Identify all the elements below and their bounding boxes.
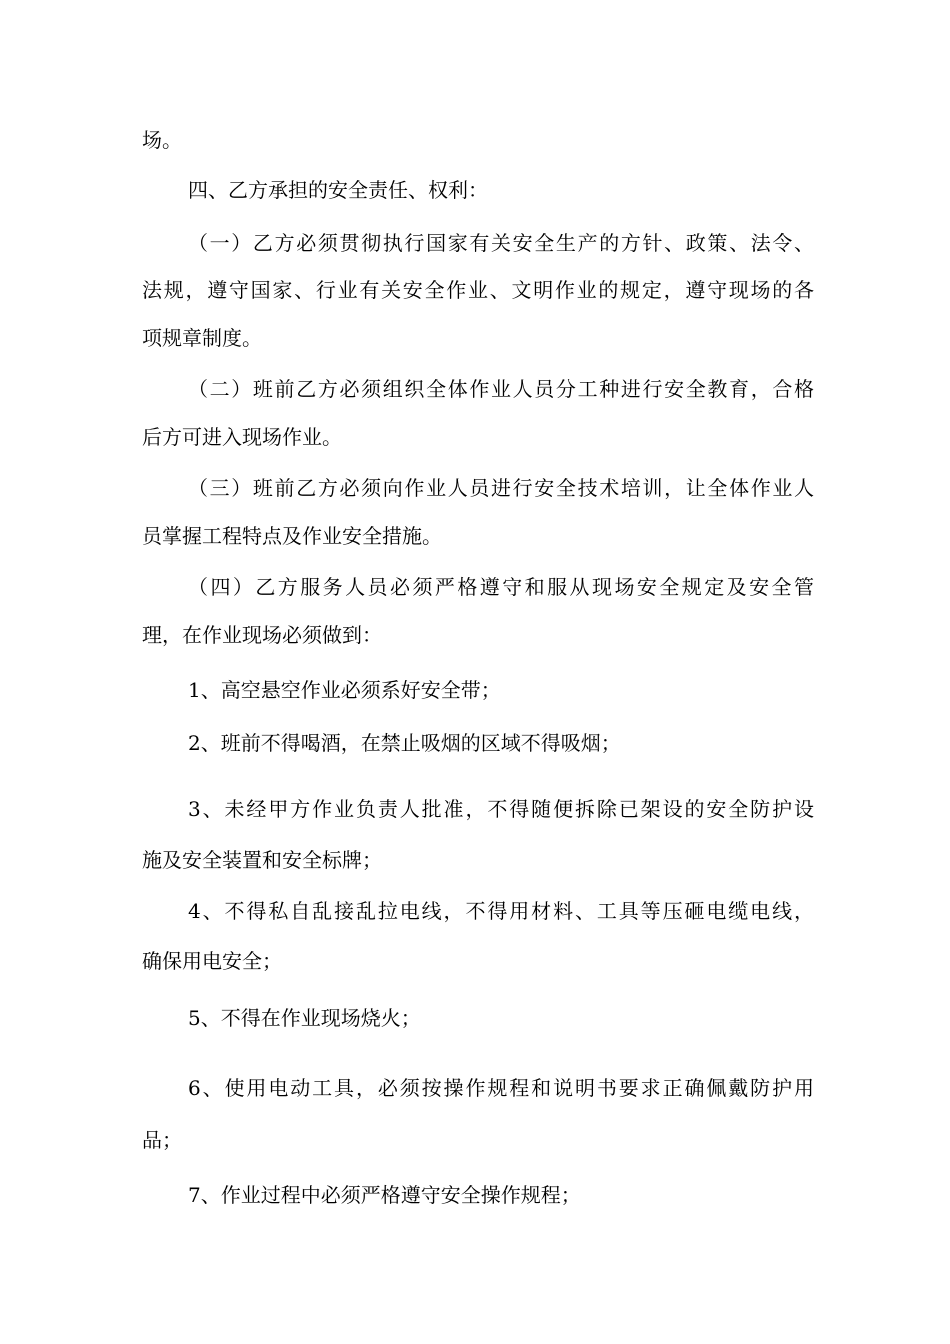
list-item-5: 5、不得在作业现场烧火；: [188, 1006, 421, 1030]
text-line-11: 理，在作业现场必须做到：: [142, 623, 382, 647]
text-line-9: 员掌握工程特点及作业安全措施。: [142, 524, 442, 548]
text-line-7: 后方可进入现场作业。: [142, 425, 342, 449]
text-line-1: 场。: [142, 128, 182, 152]
list-item-3-cont: 施及安全装置和安全标牌；: [142, 848, 382, 872]
text-line-6: （二）班前乙方必须组织全体作业人员分工种进行安全教育，合格: [188, 377, 814, 401]
text-line-3: （一）乙方必须贯彻执行国家有关安全生产的方针、政策、法令、: [188, 231, 814, 255]
list-item-7: 7、作业过程中必须严格遵守安全操作规程；: [188, 1183, 581, 1207]
list-item-6-cont: 品；: [142, 1128, 182, 1152]
text-line-10: （四）乙方服务人员必须严格遵守和服从现场安全规定及安全管: [188, 575, 814, 599]
list-item-4-cont: 确保用电安全；: [142, 949, 282, 973]
text-line-4: 法规，遵守国家、行业有关安全作业、文明作业的规定，遵守现场的各: [142, 278, 814, 302]
list-item-4: 4、不得私自乱接乱拉电线，不得用材料、工具等压砸电缆电线，: [188, 899, 814, 923]
list-item-3: 3、未经甲方作业负责人批准，不得随便拆除已架设的安全防护设: [188, 797, 814, 821]
list-item-2: 2、班前不得喝酒，在禁止吸烟的区域不得吸烟；: [188, 731, 621, 755]
list-item-1: 1、高空悬空作业必须系好安全带；: [188, 678, 501, 702]
text-line-8: （三）班前乙方必须向作业人员进行安全技术培训，让全体作业人: [188, 476, 814, 500]
section-heading-4: 四、乙方承担的安全责任、权利：: [188, 178, 488, 202]
text-line-5: 项规章制度。: [142, 326, 262, 350]
list-item-6: 6、使用电动工具，必须按操作规程和说明书要求正确佩戴防护用: [188, 1076, 814, 1100]
